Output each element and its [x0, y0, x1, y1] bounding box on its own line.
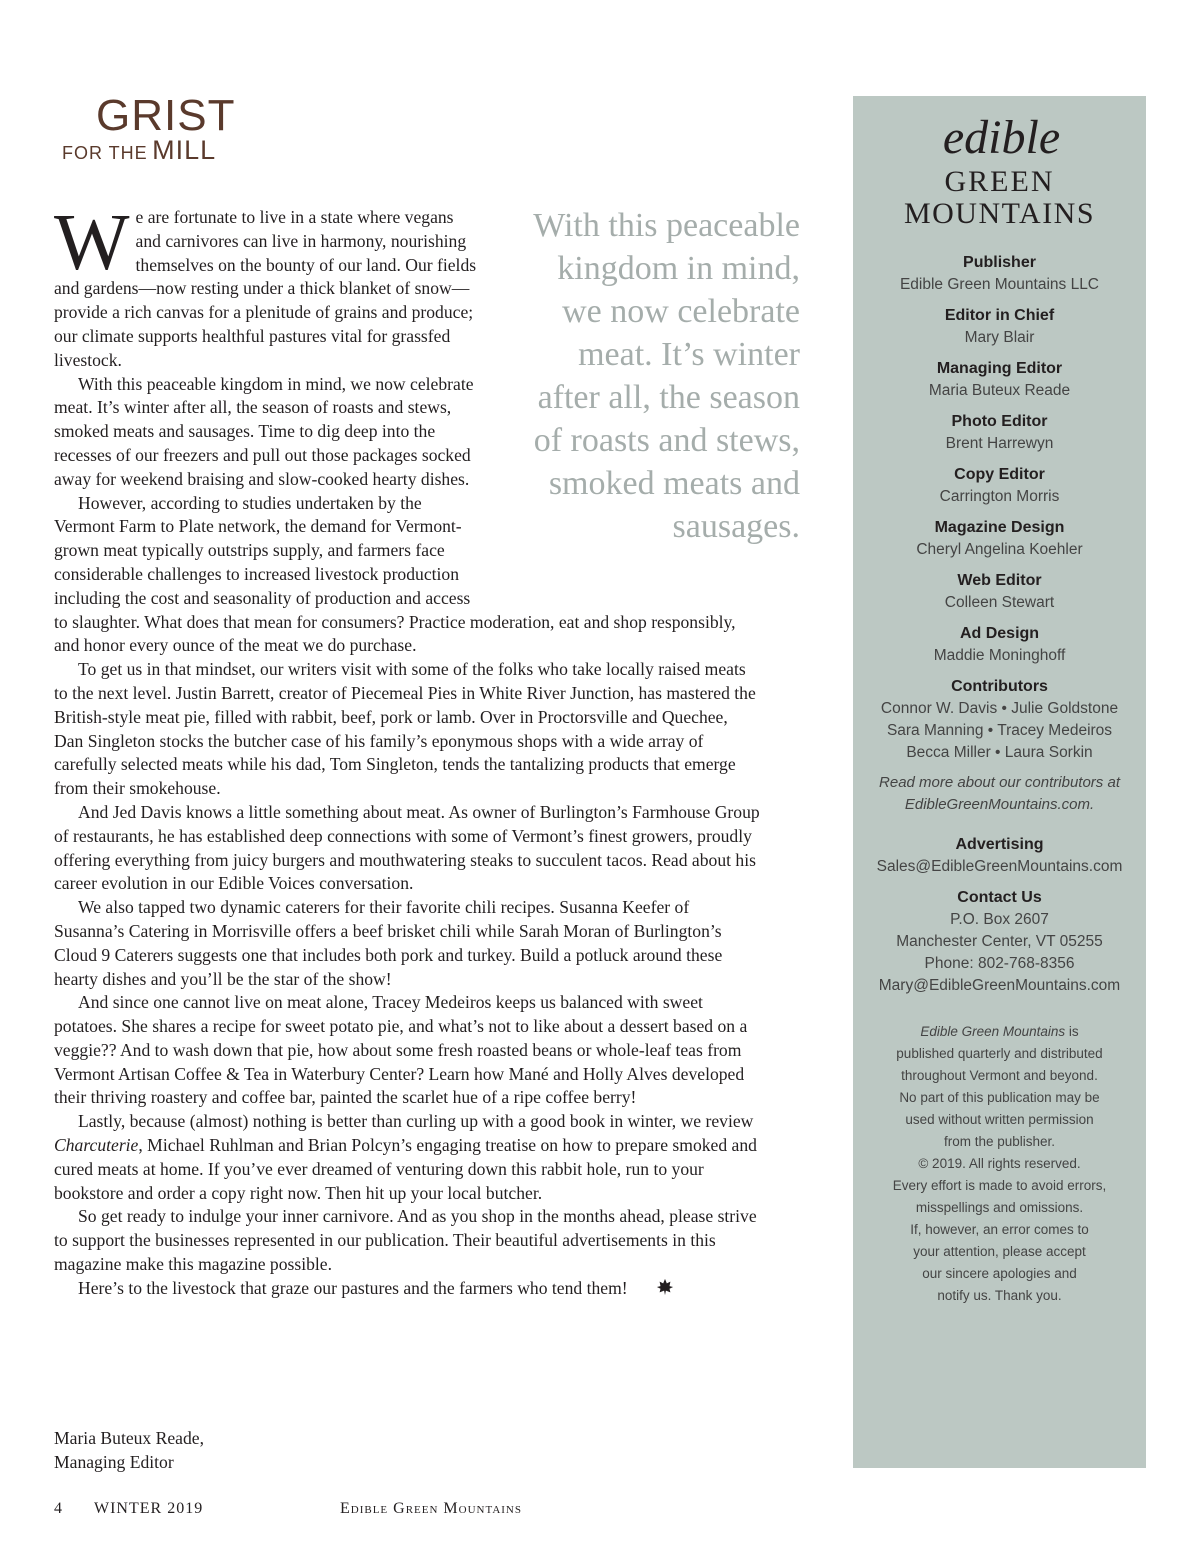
legal-line: notify us. Thank you.	[937, 1288, 1062, 1303]
contributors-line: Becca Miller • Laura Sorkin	[906, 744, 1093, 761]
masthead-logo-edible: edible	[942, 111, 1061, 164]
legal-line-text: is	[1065, 1024, 1079, 1039]
role-name: Brent Harrewyn	[945, 435, 1054, 452]
publication-name: Edible Green Mountains	[340, 1500, 522, 1517]
advertising-block	[853, 834, 1146, 878]
contact-block	[853, 887, 1146, 997]
masthead-sidebar	[853, 96, 1146, 1468]
signature-title: Managing Editor	[54, 1452, 174, 1472]
role-ad-design	[853, 623, 1146, 667]
contact-address-line: P.O. Box 2607	[950, 911, 1049, 928]
signature	[54, 1426, 204, 1474]
legal-line: © 2019. All rights reserved.	[918, 1156, 1081, 1171]
contact-phone: Phone: 802-768-8356	[924, 955, 1075, 972]
pull-quote-spacer	[480, 206, 760, 606]
pull-quote: With this peaceable kingdom in mind, we now celebrate meat. It’s winter after all, the season of roasts and stews, smoked meats and sausages.	[533, 207, 800, 545]
role-contributors	[853, 676, 1146, 764]
contributors-note-line: Read more about our contributors at	[879, 774, 1120, 791]
paragraph-7: And since one cannot live on meat alone, Tracey Medeiros keeps us balanced with sweet potatoes. She shares a recipe for sweet potato pie, and what’s not to like about a dessert based on a veggie?? And to wash down that pie, how about some fresh roasted beans or whole-leaf teas from Vermont Artisan Coffee & Tea in Waterbury Center? Learn how Mané and Holly Alves developed their thriving roastery and coffee bar, painted the scarlet hue of a ripe coffee berry!	[54, 992, 748, 1108]
role-title: Copy Editor	[954, 466, 1045, 483]
legal-line: published quarterly and distributed	[896, 1046, 1103, 1061]
role-title: Advertising	[955, 836, 1044, 853]
legal-notice	[853, 1021, 1146, 1307]
contributors-website-link[interactable]: EdibleGreenMountains.com.	[904, 796, 1095, 813]
book-title: Charcuterie	[54, 1135, 139, 1156]
role-editor-in-chief	[853, 305, 1146, 349]
role-name: Carrington Morris	[939, 488, 1060, 505]
masthead-roles	[853, 252, 1146, 1307]
role-name: Maddie Moninghoff	[933, 647, 1066, 664]
section-title-for-the: FOR THE	[62, 143, 148, 163]
role-title: Publisher	[963, 254, 1036, 271]
legal-line: used without written permission	[905, 1112, 1094, 1127]
contributors-line: Sara Manning • Tracey Medeiros	[886, 722, 1113, 739]
role-title: Contributors	[951, 678, 1048, 695]
legal-line: misspellings and omissions.	[915, 1200, 1084, 1215]
section-title	[62, 92, 262, 169]
contributors-line: Connor W. Davis • Julie Goldstone	[880, 700, 1119, 717]
legal-publication-name: Edible Green Mountains	[920, 1024, 1066, 1039]
paragraph-10	[54, 1277, 760, 1301]
role-name: Mary Blair	[964, 329, 1035, 346]
legal-line: your attention, please accept	[913, 1244, 1086, 1259]
role-title: Magazine Design	[934, 519, 1065, 536]
section-title-grist: GRIST	[96, 91, 236, 140]
role-title: Managing Editor	[936, 360, 1063, 377]
issue-label: WINTER 2019	[94, 1500, 204, 1517]
paragraph-8-start: Lastly, because (almost) nothing is better than curling up with a good book in winter, we review	[78, 1111, 754, 1132]
legal-line: throughout Vermont and beyond.	[901, 1068, 1098, 1083]
paragraph-5: And Jed Davis knows a little something about meat. As owner of Burlington’s Farmhouse Group of restaurants, he has established deep connections with some of Vermont’s finest growers, proudly offering everything from juicy burgers and mouthwatering steaks to succulent tacos. Read about his career evolution in our Edible Voices conversation.	[54, 801, 760, 894]
role-title: Photo Editor	[951, 413, 1048, 430]
role-title: Editor in Chief	[944, 307, 1055, 324]
paragraph-8-end: , Michael Ruhlman and Brian Polcyn’s engaging treatise on how to prepare smoked and cured meats at home. If you’ve ever dreamed of venturing down this rabbit hole, run to your bookstore and order a copy right now. Then hit up your local butcher.	[54, 1135, 757, 1203]
drop-cap: W	[54, 199, 130, 287]
contact-city-line: Manchester Center, VT 05255	[896, 933, 1103, 950]
paragraph-6: We also tapped two dynamic caterers for their favorite chili recipes. Susanna Keefer of Susanna’s Catering in Morrisville offers a beef brisket chili while Sarah Moran of Burlington’s Cloud 9 Caterers suggests one that includes both pork and turkey. Build a potluck around these hearty dishes and you’ll be the star of the show!	[54, 897, 723, 989]
role-publisher	[853, 252, 1146, 296]
role-title: Web Editor	[957, 572, 1042, 589]
role-web-editor	[853, 570, 1146, 614]
contact-email-link[interactable]: Mary@EdibleGreenMountains.com	[878, 977, 1121, 994]
legal-line: Every effort is made to avoid errors,	[892, 1178, 1107, 1193]
masthead-logo-green-mountains	[853, 166, 1146, 230]
paragraph-4: To get us in that mindset, our writers visit with some of the folks who take locally raised meats to the next level. Justin Barrett, creator of Piecemeal Pies in White River Junction, has mastered the British-style meat pie, filled with rabbit, beef, pork or lamb. Over in Proctorsville and Quechee, Dan Singleton stocks the butcher case of his family’s eponymous shops with a wide array of carefully selected meats while his dad, Tom Singleton, tends the tantalizing products that emerge from their smokehouse.	[54, 659, 756, 799]
section-title-mill: MILL	[152, 135, 217, 165]
paragraph-1: e are fortunate to live in a state where vegans and carnivores can live in harmony, nourishing themselves on the bounty of our land. Our fields and gardens—now resting under a thick blanket of snow—provide a rich canvas for a plenitude of grains and produce; our climate supports healthful pastures vital for grassfed livestock.	[54, 207, 477, 370]
role-title: Contact Us	[957, 889, 1042, 906]
legal-line: from the publisher.	[943, 1134, 1056, 1149]
leaf-icon	[632, 1278, 650, 1296]
role-title: Ad Design	[959, 625, 1040, 642]
role-photo-editor	[853, 411, 1146, 455]
legal-line	[873, 1021, 1126, 1043]
role-magazine-design	[853, 517, 1146, 561]
role-copy-editor	[853, 464, 1146, 508]
role-name: Maria Buteux Reade	[928, 382, 1071, 399]
role-name: Colleen Stewart	[944, 594, 1055, 611]
role-managing-editor	[853, 358, 1146, 402]
paragraph-10-text: Here’s to the livestock that graze our pastures and the farmers who tend them!	[78, 1277, 628, 1298]
paragraph-2: With this peaceable kingdom in mind, we now celebrate meat. It’s winter after all, the season of roasts and stews, smoked meats and sausages. Time to dig deep into the recesses of our freezers and pull out those packages socked away for weekend braising and slow-cooked hearty dishes.	[54, 373, 474, 489]
legal-line: If, however, an error comes to	[910, 1222, 1089, 1237]
legal-line: No part of this publication may be	[899, 1090, 1100, 1105]
advertising-email-link[interactable]: Sales@EdibleGreenMountains.com	[876, 858, 1123, 875]
masthead-logo-green: GREEN	[944, 165, 1055, 198]
paragraph-8	[54, 1110, 760, 1205]
signature-name: Maria Buteux Reade,	[54, 1428, 204, 1448]
section-title-subline	[62, 136, 262, 169]
contributors-note	[853, 772, 1146, 816]
paragraph-3: However, according to studies undertaken by the Vermont Farm to Plate network, the demand for Vermont-grown meat typically outstrips supply, and farmers face considerable challenges to increased livestock production including the cost and seasonality of production and access to slaughter. What does that mean for consumers? Practice moderation, eat and shop responsibly, and honor every ounce of the meat we do purchase.	[54, 492, 736, 656]
article-body	[54, 199, 760, 1301]
legal-line: our sincere apologies and	[922, 1266, 1077, 1281]
masthead-logo-mountains: MOUNTAINS	[903, 197, 1096, 230]
page-number: 4	[54, 1500, 63, 1517]
role-name: Edible Green Mountains LLC	[899, 276, 1100, 293]
role-name: Cheryl Angelina Koehler	[916, 541, 1083, 558]
paragraph-9: So get ready to indulge your inner carnivore. And as you shop in the months ahead, please strive to support the businesses represented in our publication. Their beautiful advertisements in this magazine make this magazine possible.	[54, 1206, 757, 1275]
